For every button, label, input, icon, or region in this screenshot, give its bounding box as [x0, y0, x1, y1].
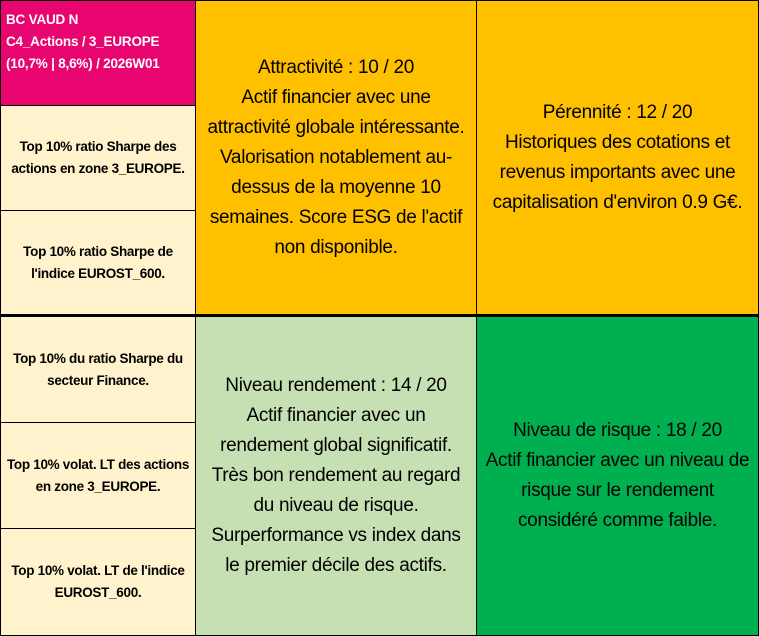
side-item-label: Top 10% du ratio Sharpe du secteur Finance.: [13, 350, 183, 388]
panel-attractivite: [195, 0, 477, 316]
section-divider: [0, 314, 759, 317]
panel-perennite: [476, 0, 759, 316]
panel-title: Niveau de risque : 18 / 20: [513, 420, 722, 441]
side-item-label: Top 10% volat. LT des actions en zone 3_EUROPE.: [6, 456, 190, 494]
panel-title: Pérennité : 12 / 20: [542, 102, 693, 123]
panel-risque: [476, 316, 759, 636]
side-item-sharpe-zone: [0, 105, 196, 211]
side-item-label: Top 10% ratio Sharpe de l'indice EUROST_600.: [23, 244, 173, 281]
card-header: [0, 0, 196, 106]
panel-rendement: [195, 316, 477, 636]
header-performance-period: (10,7% | 8,6%) / 2026W01: [6, 56, 160, 71]
panel-text: Actif financier avec un rendement global significatif. Très bon rendement au regard du niveau de risque. Surperformance vs index dans le premier décile des actifs.: [211, 405, 461, 576]
side-item-sharpe-sector: [0, 316, 196, 423]
side-item-volat-zone: [0, 422, 196, 529]
panel-text: Actif financier avec un niveau de risque sur le rendement considéré comme faible.: [485, 450, 750, 531]
side-item-label: Top 10% volat. LT de l'indice EUROST_600.: [11, 563, 185, 600]
side-item-label: Top 10% ratio Sharpe des actions en zone 3_EUROPE.: [11, 139, 185, 176]
panel-text: Historiques des cotations et revenus importants avec une capitalisation d'environ 0.9 G€.: [492, 132, 743, 213]
side-item-sharpe-index: [0, 210, 196, 316]
header-fund-name: BC VAUD N: [6, 12, 79, 27]
panel-title: Attractivité : 10 / 20: [257, 57, 415, 78]
panel-text: Actif financier avec une attractivité globale intéressante. Valorisation notablement au-dessus de la moyenne 10 semaines. Score ESG de l'actif non disponible.: [207, 87, 465, 258]
side-item-volat-index: [0, 528, 196, 636]
header-category: C4_Actions / 3_EUROPE: [6, 34, 160, 49]
panel-title: Niveau rendement : 14 / 20: [225, 375, 447, 396]
